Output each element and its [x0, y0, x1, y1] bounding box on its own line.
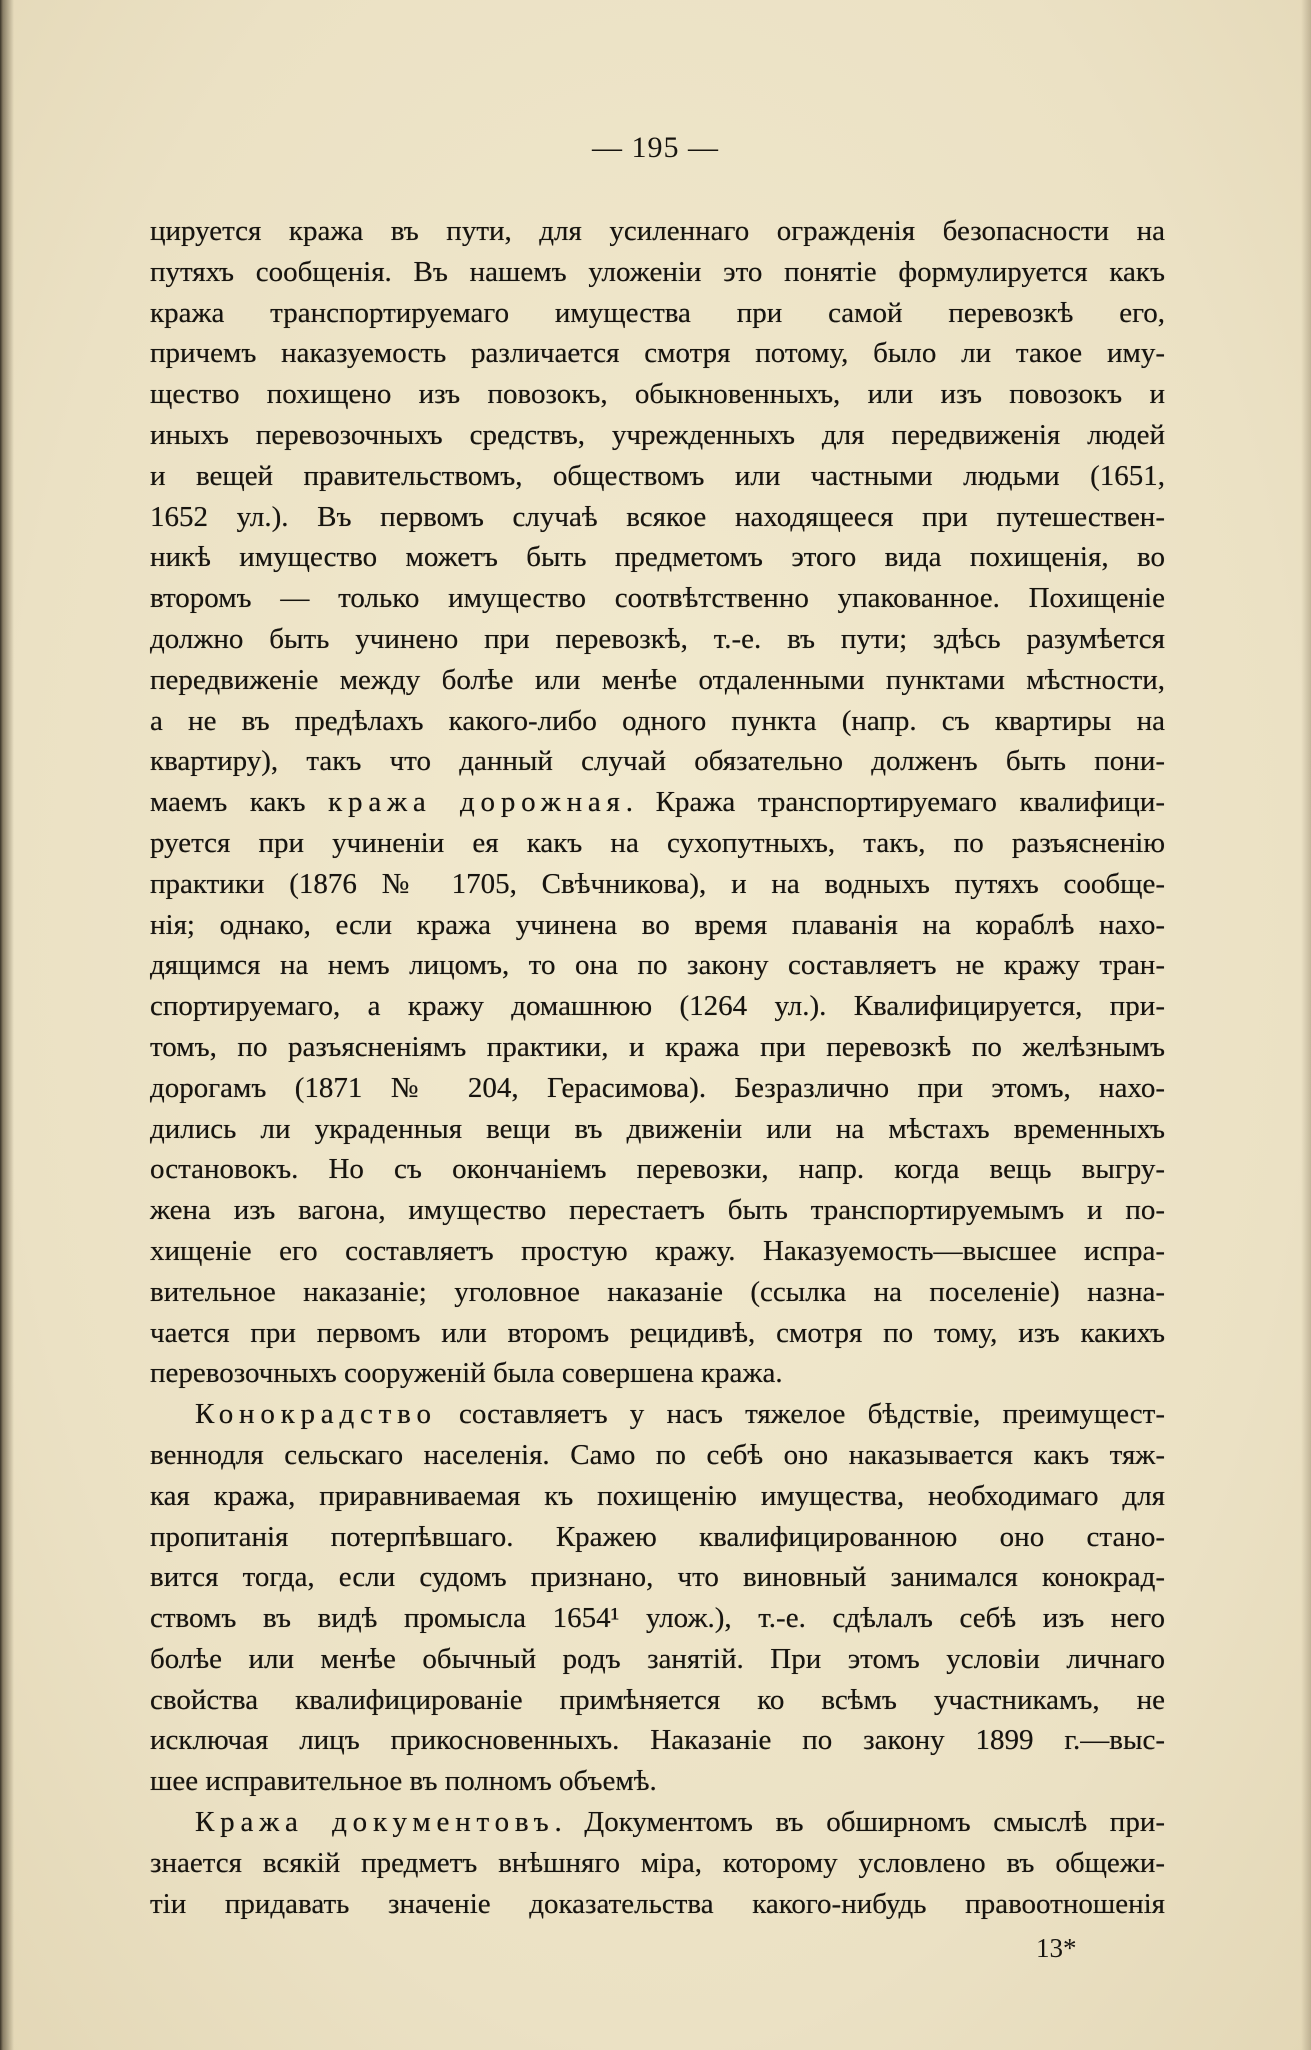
text-line: спортируемаго, а кражу домашнюю (1264 ул.). Квалифицируется, при-	[150, 990, 1165, 1023]
text-line: а не въ предѣлахъ какого-либо одного пункта (напр. съ квартиры на	[150, 704, 1165, 737]
text-line: жена изъ вагона, имущество перестаетъ быть транспортируемымъ и по-	[150, 1194, 1165, 1227]
text-line: свойства квалифицированіе примѣняется ко всѣмъ участникамъ, не	[150, 1683, 1165, 1716]
text-line: веннодля сельскаго населенія. Само по себѣ оно наказывается какъ тяж-	[150, 1438, 1165, 1471]
text-run: маемъ какъ	[150, 786, 329, 819]
paragraph-horse-theft	[150, 1394, 1165, 1802]
text-line: руется при учиненіи ея какъ на сухопутныхъ, такъ, по разъясненію	[150, 826, 1165, 859]
text-run: . Документомъ въ обширномъ смыслѣ при-	[554, 1806, 1165, 1839]
text-line: перевозочныхъ сооруженій была совершена кража.	[150, 1357, 783, 1390]
text-line: иныхъ перевозочныхъ средствъ, учрежденныхъ для передвиженія людей	[150, 418, 1165, 451]
text-line: второмъ — только имущество соотвѣтственно упакованное. Похищеніе	[150, 582, 1165, 615]
text-line: дились ли украденныя вещи въ движеніи или на мѣстахъ временныхъ	[150, 1112, 1165, 1145]
paragraph-continued	[150, 211, 1165, 1394]
text-line: и вещей правительствомъ, обществомъ или частными людьми (1651,	[150, 459, 1165, 492]
text-line: дорогамъ (1871 № 204, Герасимова). Безразлично при этомъ, нахо-	[150, 1071, 1165, 1104]
text-run: . Кража транспортируемаго квалифици-	[625, 786, 1165, 819]
text-line: нія; однако, если кража учинена во время плаванія на кораблѣ нахо-	[150, 908, 1165, 941]
text-line	[150, 782, 1165, 823]
text-line: тіи придавать значеніе доказательства какого-нибудь правоотношенія	[150, 1887, 1165, 1920]
text-line: вится тогда, если судомъ признано, что виновный занимался конокрад-	[150, 1561, 1165, 1594]
text-line: томъ, по разъясненіямъ практики, и кража при перевозкѣ по желѣзнымъ	[150, 1030, 1165, 1063]
text-line: остановокъ. Но съ окончаніемъ перевозки, напр. когда вещь выгру-	[150, 1153, 1165, 1186]
spaced-emphasis: Кража документовъ	[195, 1806, 555, 1839]
text-run: составляетъ у насъ тяжелое бѣдствіе, преимущест-	[436, 1398, 1165, 1431]
text-line: пропитанія потерпѣвшаго. Кражею квалифицированною оно стано-	[150, 1520, 1165, 1553]
text-line	[150, 1394, 1165, 1435]
paragraph-document-theft	[150, 1802, 1165, 1924]
text-line: передвиженіе между болѣе или менѣе отдаленными пунктами мѣстности,	[150, 663, 1165, 696]
text-line: путяхъ сообщенія. Въ нашемъ уложеніи это понятіе формулируется какъ	[150, 255, 1165, 288]
text-line: кая кража, приравниваемая къ похищенію имущества, необходимаго для	[150, 1479, 1165, 1512]
spaced-emphasis: Конокрадство	[195, 1398, 437, 1431]
text-line: щество похищено изъ повозокъ, обыкновенныхъ, или изъ повозокъ и	[150, 378, 1165, 411]
page-number-header: — 195 —	[592, 131, 719, 164]
text-line: практики (1876 № 1705, Свѣчникова), и на водныхъ путяхъ сообще-	[150, 867, 1165, 900]
text-line: цируется кража въ пути, для усиленнаго огражденія безопасности на	[150, 215, 1165, 247]
text-line: дящимся на немъ лицомъ, то она по закону составляетъ не кражу тран-	[150, 949, 1165, 982]
text-line: 1652 ул.). Въ первомъ случаѣ всякое находящееся при путешествен-	[150, 500, 1165, 533]
text-line: хищеніе его составляетъ простую кражу. Наказуемость—высшее испра-	[150, 1234, 1165, 1267]
text-line	[150, 1802, 1165, 1843]
text-line: никѣ имущество можетъ быть предметомъ этого вида похищенія, во	[150, 541, 1165, 574]
text-line: должно быть учинено при перевозкѣ, т.-е. въ пути; здѣсь разумѣется	[150, 622, 1165, 655]
text-line: квартиру), такъ что данный случай обязательно долженъ быть пони-	[150, 745, 1165, 778]
text-line: болѣе или менѣе обычный родъ занятій. При этомъ условіи личнаго	[150, 1642, 1165, 1675]
spaced-emphasis: кража дорожная	[328, 786, 626, 819]
text-line: причемъ наказуемость различается смотря потому, было ли такое иму-	[150, 337, 1165, 370]
text-line: шее исправительное въ полномъ объемѣ.	[150, 1765, 657, 1798]
text-line: чается при первомъ или второмъ рецидивѣ, смотря по тому, изъ какихъ	[150, 1316, 1165, 1349]
text-line: кража транспортируемаго имущества при самой перевозкѣ его,	[150, 296, 1165, 329]
page-text-block	[150, 211, 1165, 1924]
text-line: ствомъ въ видѣ промысла 1654¹ улож.), т.-е. сдѣлалъ себѣ изъ него	[150, 1602, 1165, 1635]
text-line: исключая лицъ прикосновенныхъ. Наказаніе по закону 1899 г.—выс-	[150, 1724, 1165, 1757]
text-line: знается всякій предметъ внѣшняго міра, которому условлено въ общежи-	[150, 1846, 1165, 1879]
text-line: вительное наказаніе; уголовное наказаніе (ссылка на поселеніе) назна-	[150, 1275, 1165, 1308]
signature-mark: 13*	[1036, 1933, 1077, 1963]
